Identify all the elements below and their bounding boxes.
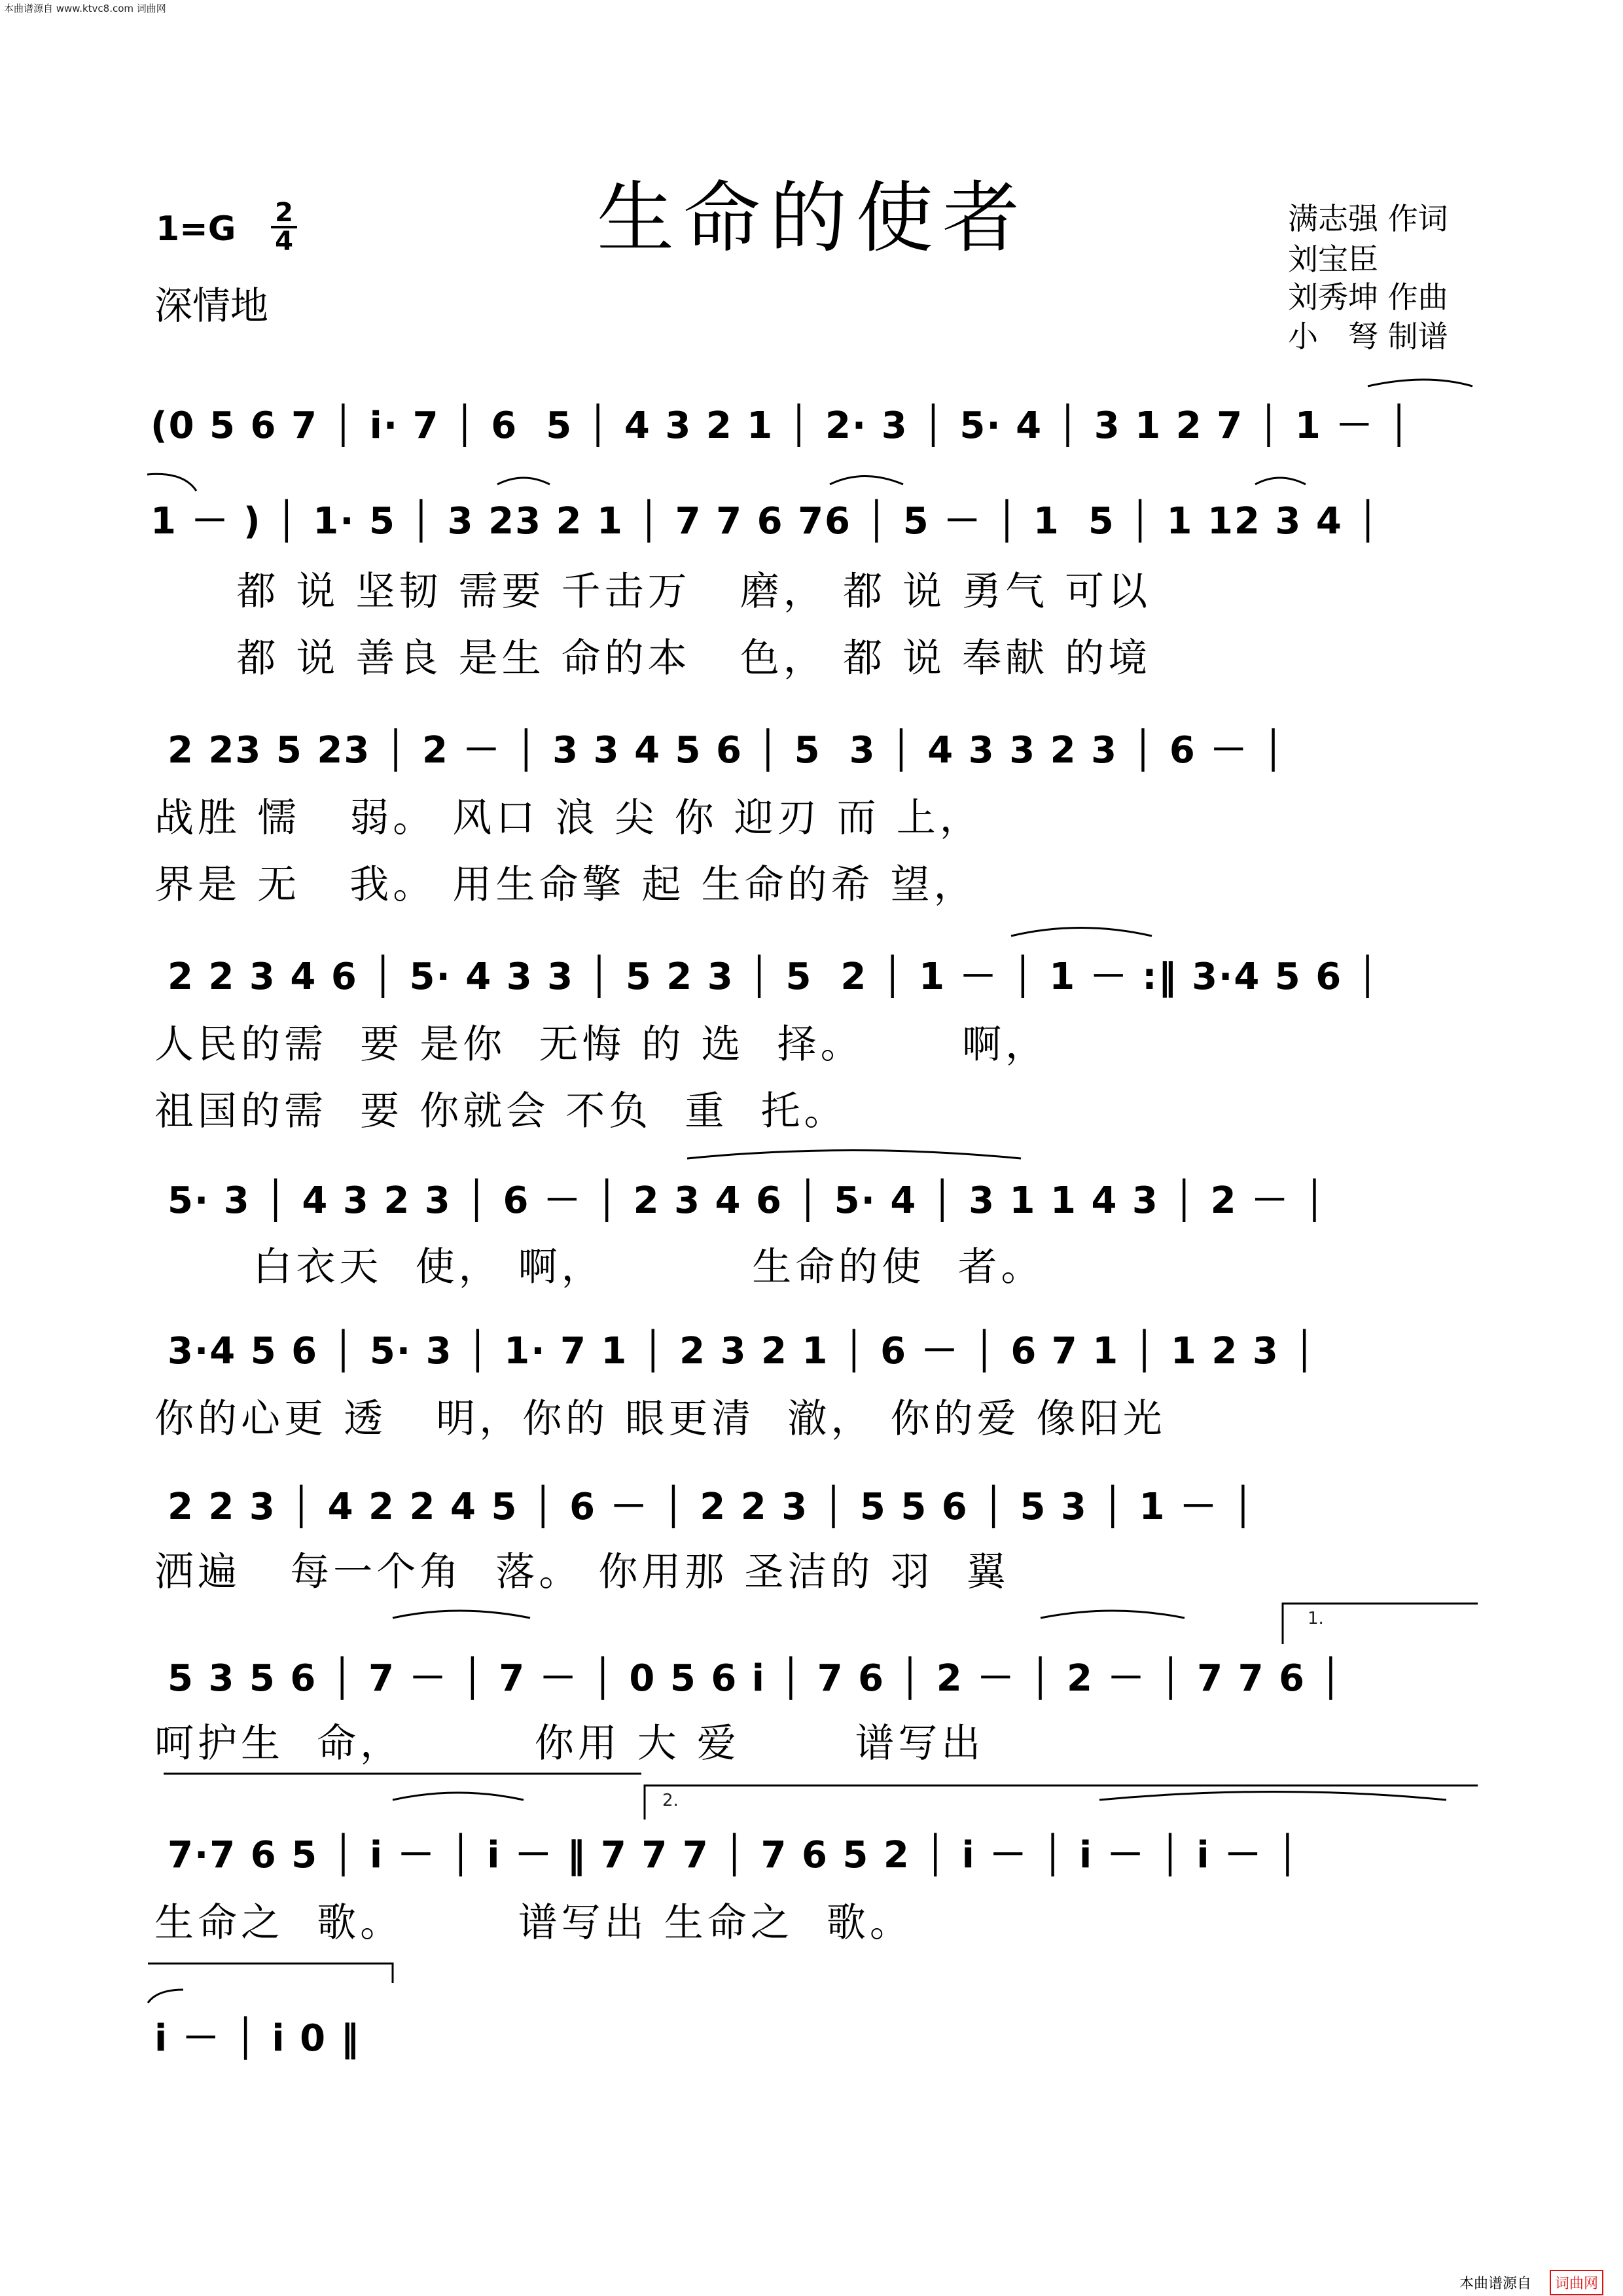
staff-notes: 2 2 3 4 6 │ 5· 4 3 3 │ 5 2 3 │ 5 2 │ 1 － │ 1 － :‖ 3·4 5 6 │ (168, 956, 1380, 998)
credit-name: 小 弩 (1288, 319, 1378, 354)
slur (1099, 1792, 1446, 1801)
volta-line (148, 1964, 393, 1983)
staff-notes: 7·7 6 5 │ i － │ i － ‖ 7 7 7 │ 7 6 5 2 │ i － │ i － │ i － │ (168, 1834, 1300, 1876)
volta-bracket (1283, 1604, 1478, 1644)
volta-1-label: 1. (1308, 1609, 1324, 1628)
slur (393, 1793, 524, 1800)
staff-notes: 2 23 5 23 │ 2 － │ 3 3 4 5 6 │ 5 3 │ 4 3 3 2 3 │ 6 － │ (168, 729, 1286, 772)
staff-notes: 3·4 5 6 │ 5· 3 │ 1· 7 1 │ 2 3 2 1 │ 6 － │ 6 7 1 │ 1 2 3 │ (168, 1330, 1317, 1372)
staff-notes: 5· 3 │ 4 3 2 3 │ 6 － │ 2 3 4 6 │ 5· 4 │ 3 1 1 4 3 │ 2 － │ (168, 1179, 1327, 1222)
tempo-marking: 深情地 (154, 283, 269, 328)
top-watermark: 本曲谱源自 www.ktvc8.com 词曲网 (4, 3, 166, 14)
staff-notes: i － │ i 0 ‖ (154, 2017, 361, 2060)
footer-site-badge: 词曲网 (1550, 2270, 1603, 2295)
lyric-line: 人民的需 要 是你 无悔 的 选 择。 啊， (154, 1022, 1049, 1067)
time-signature-numerator: 2 (275, 198, 293, 228)
credit-role: 制谱 (1387, 319, 1448, 354)
staff-notes: 2 2 3 │ 4 2 2 4 5 │ 6 － │ 2 2 3 │ 5 5 6 │ 5 3 │ 1 － │ (168, 1486, 1256, 1528)
song-title: 生命的使者 (597, 173, 1029, 263)
slur (393, 1611, 530, 1618)
lyric-line: 都 说 善良 是生 命的本 色， 都 说 奉献 的境 (154, 636, 1152, 681)
staff-notes: 1 － ) │ 1· 5 │ 3 23 2 1 │ 7 7 6 76 │ 5 － │ 1 5 │ 1 12 3 4 │ (151, 500, 1381, 543)
volta-bracket (645, 1785, 1478, 1820)
slur (1011, 928, 1152, 937)
lyric-line: 祖国的需 要 你就会 不负 重 托。 (154, 1088, 847, 1134)
time-signature-denominator: 4 (271, 226, 297, 255)
slur (1041, 1611, 1185, 1618)
slur (148, 1990, 183, 2003)
slur (497, 478, 550, 484)
lyric-line: 白衣天 使， 啊， 生命的使 者。 (154, 1244, 1044, 1290)
lyric-line: 战胜 懦 弱。 风口 浪 尖 你 迎刃 而 上， (154, 795, 983, 841)
lyric-line: 洒遍 每一个角 落。 你用那 圣洁的 羽 翼 (154, 1549, 1010, 1595)
slur (1255, 478, 1306, 484)
lyric-line: 生命之 歌。 谱写出 生命之 歌。 (154, 1900, 913, 1946)
volta-2-label: 2. (662, 1791, 679, 1810)
lyric-line: 都 说 坚韧 需要 千击万 磨， 都 说 勇气 可以 (154, 569, 1152, 615)
credit-name: 满志强 (1288, 201, 1378, 236)
credit-name: 刘秀坤 (1288, 279, 1378, 315)
footer-source: 本曲谱源自 (1459, 2276, 1532, 2292)
credit-role: 作词 (1387, 201, 1448, 236)
lyric-line: 界是 无 我。 用生命擎 起 生命的希 望， (154, 862, 977, 908)
credit-name: 刘宝臣 (1288, 242, 1378, 277)
key-signature: 1=G (156, 209, 236, 249)
slur (830, 476, 903, 485)
slur (147, 474, 196, 491)
lyric-line: 呵护生 命， 你用 大 爱 谱写出 (154, 1721, 985, 1767)
slur (687, 1151, 1021, 1159)
credit-role: 作曲 (1387, 279, 1448, 315)
staff-notes: (0 5 6 7 │ i· 7 │ 6 5 │ 4 3 2 1 │ 2· 3 │ 5· 4 │ 3 1 2 7 │ 1 － │ (151, 404, 1412, 447)
slur (1368, 380, 1472, 386)
staff-notes: 5 3 5 6 │ 7 － │ 7 － │ 0 5 6 i │ 7 6 │ 2 － │ 2 － │ 7 7 6 │ (168, 1657, 1344, 1700)
lyric-line: 你的心更 透 明，你的 眼更清 澈， 你的爱 像阳光 (154, 1396, 1166, 1442)
